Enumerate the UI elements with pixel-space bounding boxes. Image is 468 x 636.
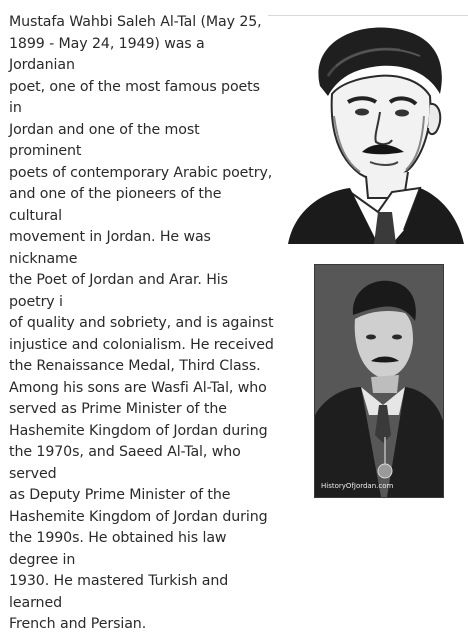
photo-watermark: HistoryOfJordan.com	[321, 482, 394, 490]
portrait-photo-figure	[315, 265, 443, 497]
portrait-sketch	[280, 16, 464, 244]
biography-text: Mustafa Wahbi Saleh Al-Tal (May 25, 1899 - May 24, 1949) was a Jordanian poet, one of the most famous poets in Jordan and one of the most prominent poets of contemporary Arabic poetry, and one of the pioneers of the cultural movement in Jordan. He was nickname the Poet of Jordan and Arar. His poetry i of quality and sobriety, and is against injustice and colonialism. He received the Renaissance Medal, Third Class. Among his sons are Wasfi Al-Tal, who served as Prime Minister of the Hashemite Kingdom of Jordan during the 1970s, and Saeed Al-Tal, who served as Deputy Prime Minister of the Hashemite Kingdom of Jordan during the 1990s. He obtained his law degree in 1930. He mastered Turkish and learned French and Persian.	[9, 14, 274, 632]
portrait-photo	[314, 264, 444, 498]
